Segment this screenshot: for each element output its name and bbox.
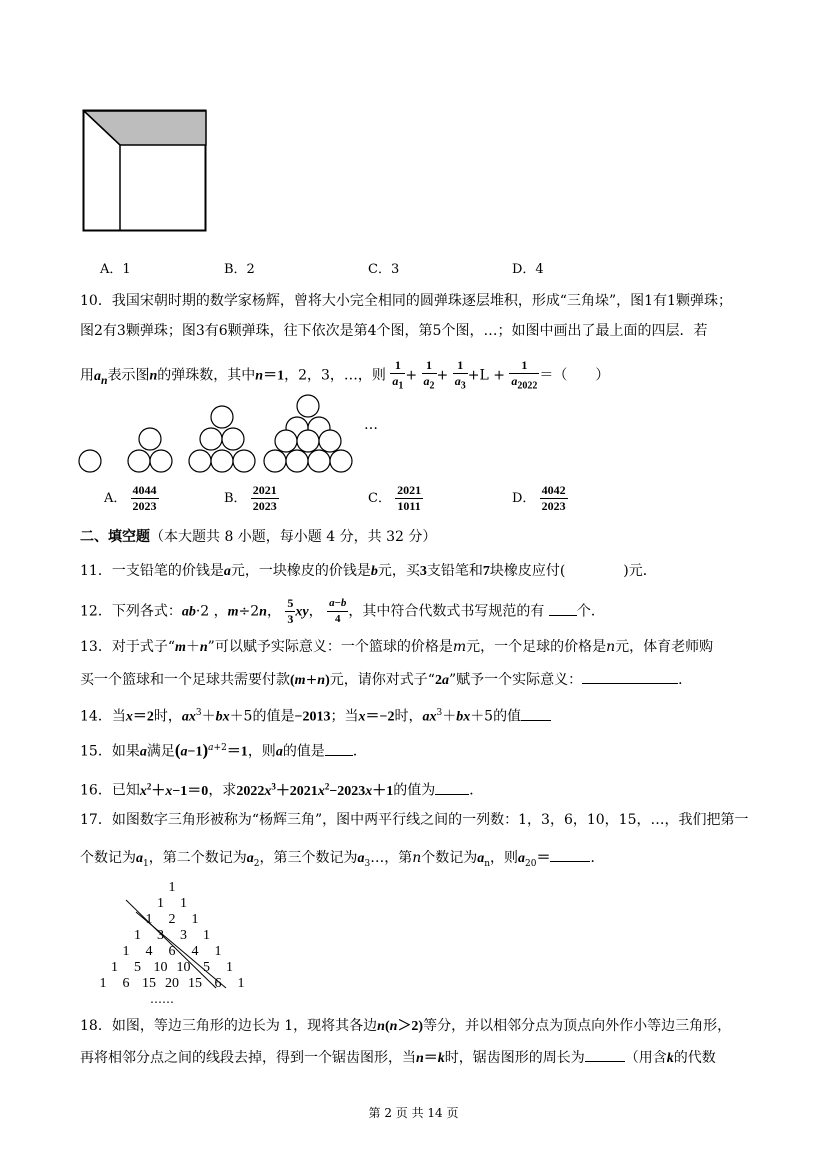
triangle-number: 5 <box>203 960 210 975</box>
triangle-number: 6 <box>168 944 176 959</box>
q10-option-c: C． $\frac{2021}{1011}$ <box>368 483 422 513</box>
q9-option-b: B．2 <box>224 262 255 277</box>
q18-line1: 18．如图，等边三角形的边长为 1，现将其各边n(n＞2)等分，并以相邻分点为顶点向外作小等边三角形， <box>80 1018 732 1034</box>
triangle-number: 3 <box>180 928 187 943</box>
q10-option-d: D． $\frac{4042}{2023}$ <box>512 483 566 513</box>
triangle-number: 15 <box>188 976 202 991</box>
q10-marbles-figure <box>76 393 386 475</box>
q10-option-b: B． $\frac{2021}{2023}$ <box>224 483 277 513</box>
section2-heading: 二、填空题（本大题共 8 小题，每小题 4 分，共 32 分） <box>80 529 437 545</box>
q10-line2: 图2有3颗弹珠；图3有6颗弹珠，往下依次是第4个图，第5个图，…；如图中画出了最上面的四层．若 <box>80 323 708 339</box>
triangle-number: 15 <box>142 976 156 991</box>
triangle-number: 1 <box>214 944 222 959</box>
q17-line1: 17．如图数字三角形被称为“杨辉三角”，图中两平行线之间的一列数：1，3，6，10，15，…，我们把第一 <box>80 812 749 828</box>
triangle-number: 4 <box>191 944 199 959</box>
page-footer: 第 2 页 共 14 页 <box>368 1106 459 1120</box>
q10-option-a: A． $\frac{4044}{2023}$ <box>104 483 157 513</box>
q16: 16．已知$x^2+x-1=0$，求$2022x^3+2021x^2-2023x+1$的值为 ． <box>80 781 484 799</box>
triangle-number: 20 <box>165 976 179 991</box>
q10-line3: 用$a_n$表示图n的弹珠数，其中n＝1，2，3，…，则 $\frac{1}{a_1}$ + $\frac{1}{a_2}$ + $\frac{1}{a_3}$ +L + $\frac{1}{a_{2022}}$ ＝（ ） <box>80 358 610 392</box>
q9-option-a: A．1 <box>100 262 131 277</box>
triangle-number: 1 <box>180 896 187 911</box>
triangle-number: 1 <box>168 880 176 895</box>
triangle-number: 3 <box>157 928 164 943</box>
q9-option-d: D．4 <box>512 262 544 277</box>
triangle-number: 1 <box>157 896 164 911</box>
triangle-number: 1 <box>203 928 210 943</box>
triangle-number: 1 <box>226 960 233 975</box>
triangle-number: 1 <box>122 944 130 959</box>
q13-line1: 13．对于式子“m＋n”可以赋予实际意义：一个篮球的价格是m元，一个足球的价格是n元，体育老师购 <box>80 639 714 655</box>
triangle-number: 1 <box>134 928 141 943</box>
q18-line2: 再将相邻分点之间的线段去掉，得到一个锯齿图形，当n＝k时，锯齿图形的周长为 （用含k的代数 <box>80 1047 716 1069</box>
triangle-number: 1 <box>145 912 153 927</box>
triangle-number: 2 <box>168 912 176 927</box>
q13-line2: 买一个篮球和一个足球共需要付款(m+n)元，请你对式子“2a”赋予一个实际意义： ． <box>80 669 692 691</box>
triangle-number: 1 <box>237 976 245 991</box>
triangle-number: 1 <box>191 912 199 927</box>
triangle-dots: …… <box>150 992 174 1006</box>
q9-option-c: C．3 <box>368 262 400 277</box>
triangle-number: 4 <box>145 944 153 959</box>
q11: 11．一支铅笔的价钱是a元，一块橡皮的价钱是b元，买3支铅笔和7块橡皮应付( )元． <box>80 563 657 579</box>
q15: 15．如果a满足$(a-1)^{a+2}=1$，则a的值是 ． <box>80 740 367 760</box>
triangle-number: 6 <box>214 976 222 991</box>
q17-line2: 个数记为$a_1$，第二个数记为$a_2$，第三个数记为$a_3\dots$，第n个数记为$a_n$，则$a_{20}=$ ． <box>80 847 604 874</box>
triangle-number: 1 <box>111 960 118 975</box>
q10-line1: 10．我国宋朝时期的数学家杨辉，曾将大小完全相同的圆弹珠逐层堆积，形成“三角垛”，图1有1颗弹珠； <box>80 293 732 309</box>
triangle-number: 6 <box>122 976 130 991</box>
q14: 14．当x＝2时，$ax^3+bx+5$的值是−2013；当x＝−2时，$ax^3+bx+5$的值 <box>80 703 551 728</box>
q9-figure <box>82 109 210 233</box>
triangle-number: 5 <box>134 960 141 975</box>
q10-ellipsis: … <box>364 417 378 433</box>
triangle-number: 10 <box>176 960 191 975</box>
triangle-number: 1 <box>99 976 107 991</box>
q12: 12．下列各式：ab·2 ，m÷2n， $\frac{5}{3}$ xy， $\frac{a-b}{4}$ ，其中符合代数式书写规范的有 个． <box>80 596 605 626</box>
yanghui-triangle <box>76 880 276 1010</box>
triangle-number: 10 <box>153 960 168 975</box>
